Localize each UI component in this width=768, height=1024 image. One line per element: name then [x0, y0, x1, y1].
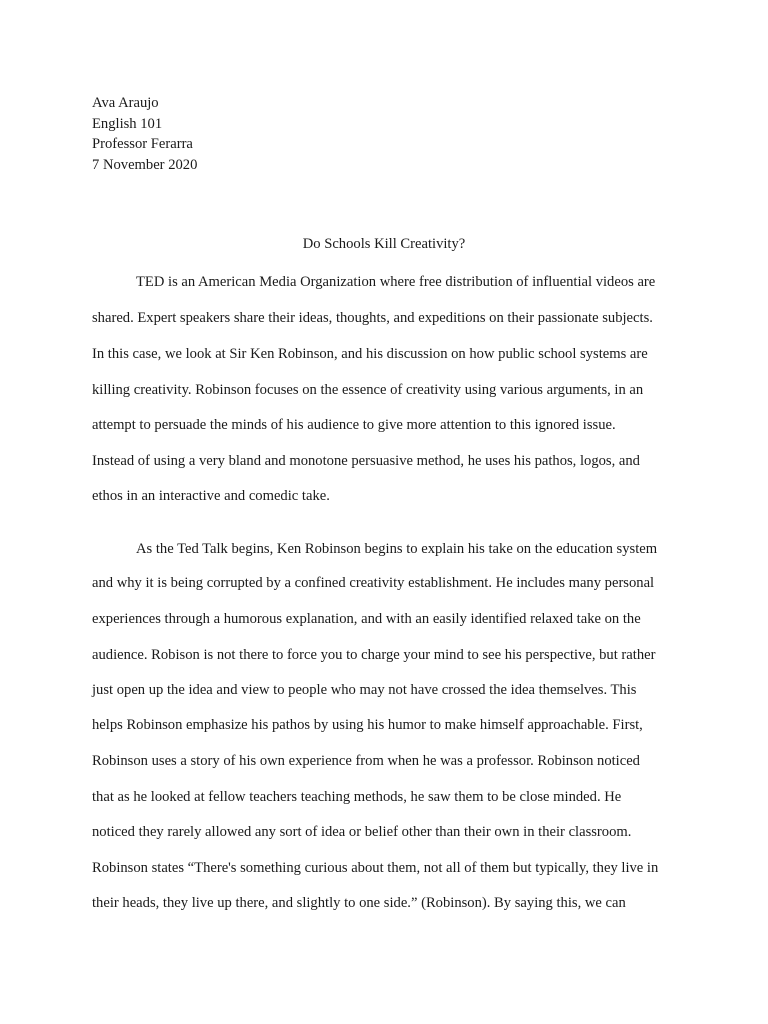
paragraph-1-line-6: Instead of using a very bland and monotone persuasive method, he uses his pathos, logos, and	[92, 453, 640, 469]
paragraph-1-line-3: In this case, we look at Sir Ken Robinson, and his discussion on how public school systems are	[92, 346, 648, 362]
paragraph-2-line-6: helps Robinson emphasize his pathos by using his humor to make himself approachable. First,	[92, 717, 643, 733]
essay-date: 7 November 2020	[92, 156, 198, 173]
paragraph-2-line-4: audience. Robison is not there to force you to charge your mind to see his perspective, but rather	[92, 647, 656, 663]
paragraph-2-line-11: their heads, they live up there, and slightly to one side.” (Robinson). By saying this, we can	[92, 895, 626, 911]
paragraph-2-line-8: that as he looked at fellow teachers teaching methods, he saw them to be close minded. He	[92, 789, 622, 805]
course-name: English 101	[92, 115, 163, 132]
paragraph-1-line-1: TED is an American Media Organization where free distribution of influential videos are	[136, 274, 656, 290]
paragraph-1-line-2: shared. Expert speakers share their ideas, thoughts, and expeditions on their passionate subjects.	[92, 310, 653, 326]
student-name: Ava Araujo	[92, 95, 159, 111]
professor-name: Professor Ferarra	[92, 136, 193, 152]
paragraph-2-line-10: Robinson states “There's something curious about them, not all of them but typically, they live in	[92, 860, 659, 876]
paragraph-2-line-1: As the Ted Talk begins, Ken Robinson begins to explain his take on the education system	[136, 541, 658, 557]
paragraph-2-line-2: and why it is being corrupted by a confined creativity establishment. He includes many personal	[92, 575, 655, 591]
paragraph-1-line-5: attempt to persuade the minds of his audience to give more attention to this ignored issue.	[92, 417, 616, 433]
mla-heading	[92, 93, 197, 175]
paragraph-2-line-5: just open up the idea and view to people who may not have crossed the idea themselves. This	[92, 682, 637, 698]
paragraph-1-line-7: ethos in an interactive and comedic take.	[92, 488, 330, 504]
paragraph-1-line-4: killing creativity. Robinson focuses on the essence of creativity using various arguments, in an	[92, 382, 644, 398]
paragraph-2-line-7: Robinson uses a story of his own experience from when he was a professor. Robinson noticed	[92, 753, 640, 769]
paragraph-2-line-3: experiences through a humorous explanation, and with an easily identified relaxed take on the	[92, 611, 641, 627]
paragraph-2-line-9: noticed they rarely allowed any sort of idea or belief other than their own in their classroom.	[92, 824, 632, 840]
essay-title: Do Schools Kill Creativity?	[302, 236, 466, 252]
